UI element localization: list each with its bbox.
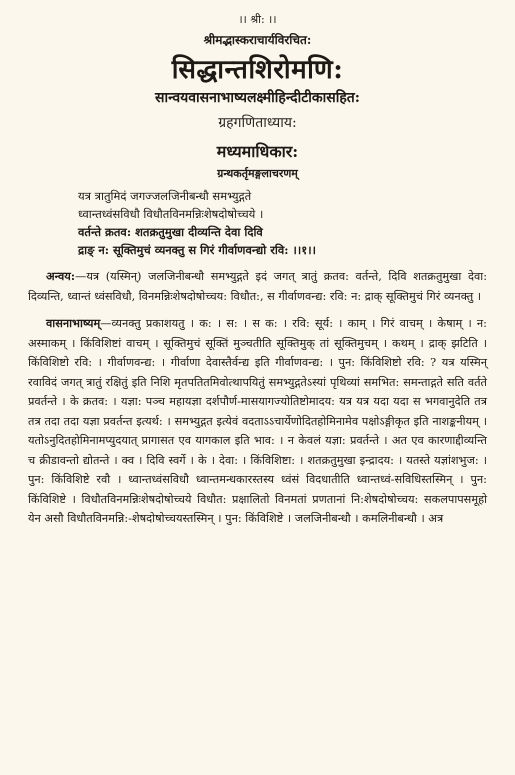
bhashya-paragraph bbox=[28, 314, 487, 529]
invocation: ।। श्री: ।। bbox=[238, 13, 277, 26]
anvaya-label: अन्वय: bbox=[46, 269, 76, 283]
author-line: श्रीमद्भास्कराचार्यविरचित: bbox=[203, 33, 312, 47]
anvaya-paragraph bbox=[28, 267, 487, 306]
bhashya-label: वासनाभाष्यम् bbox=[46, 316, 101, 330]
verse-block bbox=[78, 187, 487, 259]
adhyaya-heading: ग्रहगणिताध्याय: bbox=[218, 115, 297, 131]
subtitle: सान्वयवासनाभाष्यलक्ष्मीहिन्दीटीकासहित: bbox=[155, 90, 360, 106]
verse-line: यत्र त्रातुमिदं जगज्जलजिनीबन्धौ समभ्युद्गते bbox=[78, 189, 252, 203]
anvaya-text: —यत्र (यस्मिन्) जलजिनीबन्धौ समभ्युद्गते इदं जगत् त्रातुं क्रतव: वर्तन्ते, दिवि शतक्रतुमुखा देवा: दिव्यन्ति, ध्वान्तं ध्वंसविधौ, विनमन्निःशेषदोषोच्चय: विधौत:, स गीर्वाणवन्द्य: रवि: न: द्राक् सूक्तिमुचं गिरं व्यनक्तु । bbox=[28, 270, 487, 303]
adhikara-heading: मध्यमाधिकार: bbox=[216, 142, 299, 161]
page-title: सिद्धान्तशिरोमणि: bbox=[171, 55, 344, 85]
mangala-heading: ग्रन्थकर्तृमङ्गलाचरणम् bbox=[217, 167, 298, 180]
verse-line: द्राङ् न: सूक्तिमुचं व्यनक्तु स गिरं गीर्वाणवन्द्यो रवि: ।।१।। bbox=[78, 243, 316, 257]
verse-line: वर्तन्ते क्रतव: शतक्रतुमुखा दीव्यन्ति देवा दिवि bbox=[78, 225, 263, 239]
verse-line: ध्वान्तध्वंसविधौ विधौतविनमन्निःशेषदोषोच्चये । bbox=[78, 207, 264, 221]
bhashya-text: —व्यनक्तु प्रकाशयतु । क: । स: । स क: । रवि: सूर्य: । काम् । गिरं वाचम् । केषाम् । न: अस्माकम् । किंविशिष्टां वाचम् । सूक्तिमुचं सूक्तिं मुञ्चतीति सूक्तिमुक् तां सूक्तिमुचम् । कथम् । द्राक् झटिति । किंविशिष्टो रवि: । गीर्वाणवन्द्य: । गीर्वाणा देवास्तैर्वन्द्य इति गीर्वाणवन्द्य: । पुन: किंविशिष्टो रवि: ? यत्र यस्मिन् रवाविदं जगत् त्रातुं रक्षितुं इति निशि मृतपतितमिवोत्थापयितुं समभ्युद्गतेऽस्यां पृथिव्यां समभित: समन्ताद्गते सति वर्तते प्रवर्तन्ते । के क्रतव: । यज्ञा: पञ्च महायज्ञा दर्शपौर्ण-मासयागज्योतिष्टोमादय: यत्र यत्र यदा यदा स भगवानुदेति तत्र तत्र तदा तदा यज्ञा प्रवर्तन्त इत्यर्थ: । समभ्युद्गत इत्येवं वदताऽऽचार्येणोदितहोमिनामेव पक्षोऽङ्गीकृत इति नाशङ्कनीयम् । यतोऽनुदितहोमिनामप्युदयात् प्रागासत एव यागकाल इति भाव: । न केवलं यज्ञा: प्रवर्तन्ते । अत एव कारणाद्दीव्यन्ति च क्रीडावन्तो द्योतन्ते । क्व । दिवि स्वर्गे । के । देवा: । किंविशिष्टा: । शतक्रतुमुखा इन्द्रादय: । यतस्ते यज्ञांशभुज: । पुन: किंविशिष्टे रवौ । ध्वान्तध्वंसविधौ ध्वान्तमन्धकारस्तस्य ध्वंसं विदधातीति ध्वान्तध्वं-सविधिस्तस्मिन् । पुन: किंविशिष्टे । विधौतविनमन्निःशेषदोषोच्चये विधौत: प्रक्षालितो विनमतां प्रणतानां नि:शेषदोषोच्चय: सकलपापसमूहो येन असौ विधौतविनमन्नि:-शेषदोषोच्चयस्तस्मिन् । पुन: किंविशिष्टे । जलजिनीबन्धौ । कमलिनीबन्धौ । अत्र bbox=[28, 317, 487, 525]
